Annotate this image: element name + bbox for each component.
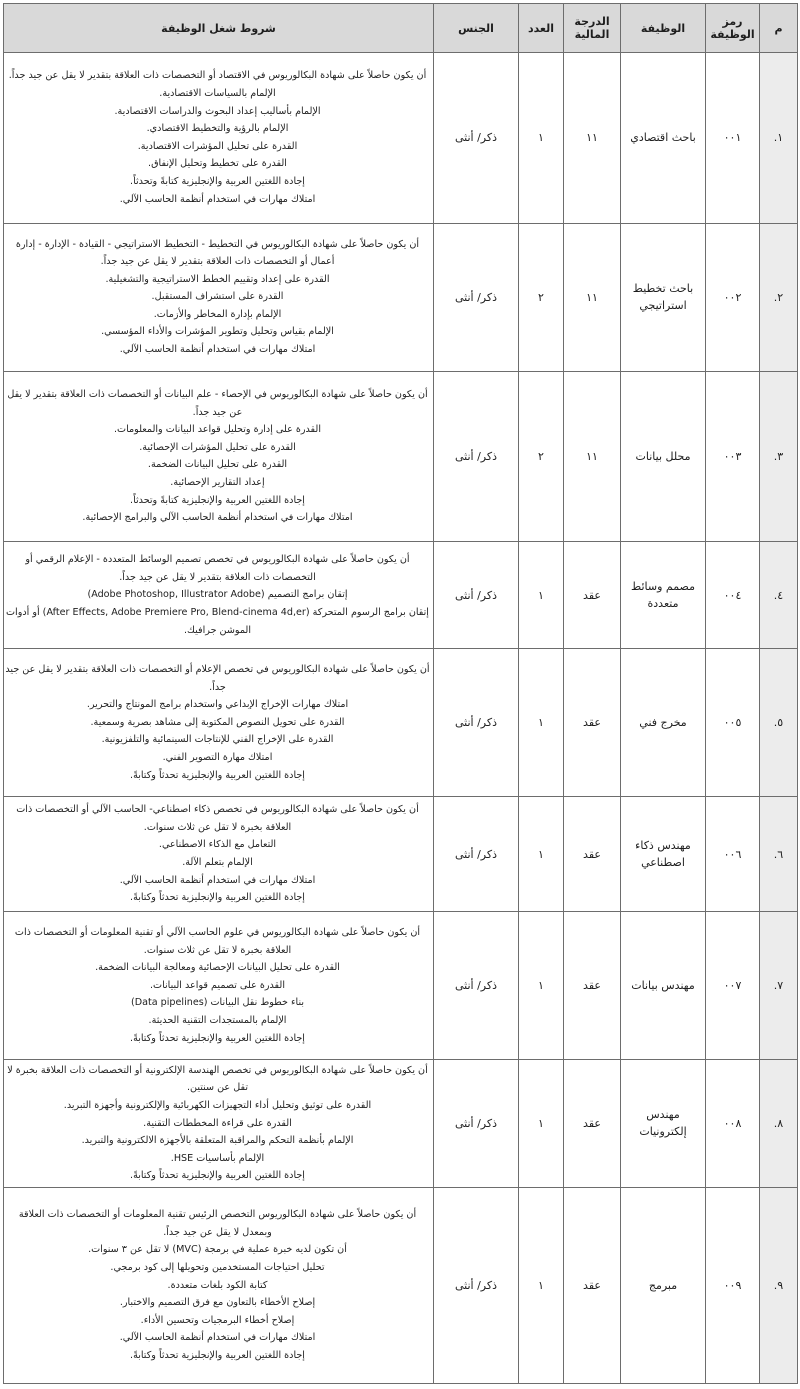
- condition-item: الإلمام بالمستجدات التقنية الحديثة. -: [4, 1012, 433, 1030]
- condition-item: القدرة على تحليل المؤشرات الإحصائية. -: [4, 439, 433, 457]
- condition-item: القدرة على إدارة وتحليل قواعد البيانات والمعلومات. -: [4, 421, 433, 439]
- condition-item: القدرة على تصميم قواعد البيانات. -: [4, 977, 433, 995]
- job-code: ٠٠٨: [706, 1060, 760, 1188]
- positions-count: ١: [519, 542, 564, 649]
- job-conditions: [4, 371, 434, 542]
- condition-item: الإلمام بالسياسات الاقتصادية. -: [4, 85, 433, 103]
- condition-item: القدرة على تحليل البيانات الإحصائية ومعالجة البيانات الضخمة. -: [4, 959, 433, 977]
- job-code: ٠٠٦: [706, 797, 760, 912]
- condition-item: أن يكون حاصلاً على شهادة البكالوريوس في تخصص ذكاء اصطناعي- الحاسب الآلي أو التخصصات ذات العلاقة بخبرة لا تقل عن ثلاث سنوات. -: [4, 801, 433, 836]
- condition-item: القدرة على تحويل النصوص المكتوبة إلى مشاهد بصرية وسمعية. -: [4, 714, 433, 732]
- condition-item: القدرة على توثيق وتحليل أداء التجهيزات الكهربائية والإلكترونية وأجهزة التبريد. -: [4, 1097, 433, 1115]
- job-code: ٠٠١: [706, 53, 760, 224]
- header-role: الوظيفة: [621, 4, 706, 53]
- row-number: ٢.: [760, 223, 798, 371]
- gender: ذكر/ أنثى: [434, 912, 519, 1060]
- condition-item: الإلمام بتعلم الآلة. -: [4, 854, 433, 872]
- header-code: رمز الوظيفة: [706, 4, 760, 53]
- condition-item: القدرة على تحليل المؤشرات الاقتصادية. -: [4, 138, 433, 156]
- job-conditions: [4, 797, 434, 912]
- job-title: مهندس ذكاء اصطناعي: [621, 797, 706, 912]
- condition-item: امتلاك مهارات الإخراج الإبداعي واستخدام برامج المونتاج والتحرير. -: [4, 696, 433, 714]
- conditions-list: [4, 661, 433, 784]
- salary-grade: ١١: [564, 53, 621, 224]
- salary-grade: عقد: [564, 797, 621, 912]
- salary-grade: ١١: [564, 223, 621, 371]
- gender: ذكر/ أنثى: [434, 1187, 519, 1383]
- job-code: ٠٠٣: [706, 371, 760, 542]
- job-code: ٠٠٩: [706, 1187, 760, 1383]
- condition-item: إتقان برامج التصميم (Adobe Photoshop, Illustrator Adobe) -: [4, 586, 433, 604]
- condition-item: أن تكون لديه خبرة عملية في برمجة (MVC) لا تقل عن ٣ سنوات. -: [4, 1241, 433, 1259]
- conditions-list: [4, 924, 433, 1047]
- condition-item: امتلاك مهارات في استخدام أنظمة الحاسب الآلي. -: [4, 191, 433, 209]
- condition-item: الإلمام بأساسيات HSE. -: [4, 1150, 433, 1168]
- positions-count: ١: [519, 797, 564, 912]
- positions-count: ٢: [519, 371, 564, 542]
- gender: ذكر/ أنثى: [434, 542, 519, 649]
- condition-item: إجادة اللغتين العربية والإنجليزية كتابةً وتحدثاً. -: [4, 492, 433, 510]
- condition-item: إجادة اللغتين العربية والإنجليزية تحدثاً وكتابةً. -: [4, 767, 433, 785]
- condition-item: امتلاك مهارات في استخدام أنظمة الحاسب الآلي والبرامج الإحصائية. -: [4, 509, 433, 527]
- condition-item: أن يكون حاصلاً على شهادة البكالوريوس في تخصص الهندسة الإلكترونية أو التخصصات ذات العلاقة بخبرة لا تقل عن سنتين. -: [4, 1062, 433, 1097]
- condition-item: أن يكون حاصلاً على شهادة البكالوريوس في تخصص الإعلام أو التخصصات ذات العلاقة بتقدير لا يقل عن جيد جداً. -: [4, 661, 433, 696]
- condition-item: الإلمام بأساليب إعداد البحوث والدراسات الاقتصادية. -: [4, 103, 433, 121]
- condition-item: أن يكون حاصلاً على شهادة البكالوريوس في التخطيط - التخطيط الاستراتيجي - القيادة - الإدارة - إدارة أعمال أو التخصصات ذات العلاقة بتقدير لا يقل عن جيد جداً. -: [4, 236, 433, 271]
- row-number: ٨.: [760, 1060, 798, 1188]
- conditions-list: [4, 386, 433, 527]
- condition-item: القدرة على إعداد وتقييم الخطط الاستراتيجية والتشغيلية. -: [4, 271, 433, 289]
- table-row: [4, 1187, 798, 1383]
- table-header-row: [4, 4, 798, 53]
- conditions-list: [4, 1062, 433, 1185]
- header-grade: الدرجة المالية: [564, 4, 621, 53]
- job-title: مصمم وسائط متعددة: [621, 542, 706, 649]
- condition-item: إتقان برامج الرسوم المتحركة (After Effects, Adobe Premiere Pro, Blend-cinema 4d,er) أو أدوات الموشن جرافيك. -: [4, 604, 433, 639]
- positions-count: ٢: [519, 223, 564, 371]
- jobs-table: [3, 3, 798, 1384]
- condition-item: أن يكون حاصلاً على شهادة البكالوريوس في الإحصاء - علم البيانات أو التخصصات ذات العلاقة بتقدير لا يقل عن جيد جداً. -: [4, 386, 433, 421]
- condition-item: أن يكون حاصلاً على شهادة البكالوريوس في الاقتصاد أو التخصصات ذات العلاقة بتقدير لا يقل عن جيد جداً. -: [4, 67, 433, 85]
- condition-item: القدرة على قراءة المخططات التقنية. -: [4, 1115, 433, 1133]
- job-title: محلل بيانات: [621, 371, 706, 542]
- condition-item: كتابة الكود بلغات متعددة. -: [4, 1277, 433, 1295]
- conditions-list: [4, 67, 433, 208]
- job-title: مهندس إلكترونيات: [621, 1060, 706, 1188]
- salary-grade: عقد: [564, 912, 621, 1060]
- job-conditions: [4, 223, 434, 371]
- positions-count: ١: [519, 912, 564, 1060]
- condition-item: الإلمام بقياس وتحليل وتطوير المؤشرات والأداء المؤسسي. -: [4, 323, 433, 341]
- job-conditions: [4, 1060, 434, 1188]
- positions-count: ١: [519, 53, 564, 224]
- condition-item: إعداد التقارير الإحصائية. -: [4, 474, 433, 492]
- condition-item: امتلاك مهارات في استخدام أنظمة الحاسب الآلي. -: [4, 872, 433, 890]
- row-number: ٥.: [760, 649, 798, 797]
- condition-item: إصلاح أخطاء البرمجيات وتحسين الأداء. -: [4, 1312, 433, 1330]
- job-title: باحث تخطيط استراتيجي: [621, 223, 706, 371]
- gender: ذكر/ أنثى: [434, 53, 519, 224]
- header-count: العدد: [519, 4, 564, 53]
- condition-item: إجادة اللغتين العربية والإنجليزية تحدثاً وكتابةً. -: [4, 1167, 433, 1185]
- conditions-list: [4, 236, 433, 359]
- condition-item: القدرة على تحليل البيانات الضخمة. -: [4, 456, 433, 474]
- gender: ذكر/ أنثى: [434, 649, 519, 797]
- row-number: ٩.: [760, 1187, 798, 1383]
- job-code: ٠٠٤: [706, 542, 760, 649]
- condition-item: أن يكون حاصلاً على شهادة البكالوريوس التخصص الرئيس تقنية المعلومات أو التخصصات ذات العلاقة وبمعدل لا يقل عن جيد جداً. -: [4, 1206, 433, 1241]
- salary-grade: عقد: [564, 542, 621, 649]
- job-conditions: [4, 53, 434, 224]
- condition-item: بناء خطوط نقل البيانات (Data pipelines) -: [4, 994, 433, 1012]
- condition-item: القدرة على الإخراج الفني للإنتاجات السينمائية والتلفزيونية. -: [4, 731, 433, 749]
- job-code: ٠٠٢: [706, 223, 760, 371]
- job-conditions: [4, 649, 434, 797]
- condition-item: أن يكون حاصلاً على شهادة البكالوريوس في علوم الحاسب الآلي أو تقنية المعلومات أو التخصصات ذات العلاقة بخبرة لا تقل عن ثلاث سنوات. -: [4, 924, 433, 959]
- job-conditions: [4, 1187, 434, 1383]
- header-gender: الجنس: [434, 4, 519, 53]
- table-row: [4, 371, 798, 542]
- salary-grade: عقد: [564, 649, 621, 797]
- condition-item: إجادة اللغتين العربية والإنجليزية تحدثاً وكتابةً. -: [4, 1030, 433, 1048]
- condition-item: القدرة على استشراف المستقبل. -: [4, 288, 433, 306]
- job-title: مهندس بيانات: [621, 912, 706, 1060]
- positions-count: ١: [519, 649, 564, 797]
- conditions-list: [4, 1206, 433, 1364]
- condition-item: تحليل احتياجات المستخدمين وتحويلها إلى كود برمجي. -: [4, 1259, 433, 1277]
- condition-item: الإلمام بالرؤية والتخطيط الاقتصادي. -: [4, 120, 433, 138]
- condition-item: امتلاك مهارات في استخدام أنظمة الحاسب الآلي. -: [4, 341, 433, 359]
- row-number: ٧.: [760, 912, 798, 1060]
- job-title: باحث اقتصادي: [621, 53, 706, 224]
- table-row: [4, 53, 798, 224]
- condition-item: إجادة اللغتين العربية والإنجليزية تحدثاً وكتابةً. -: [4, 1347, 433, 1365]
- job-code: ٠٠٥: [706, 649, 760, 797]
- row-number: ٤.: [760, 542, 798, 649]
- condition-item: امتلاك مهارة التصوير الفني. -: [4, 749, 433, 767]
- job-title: مخرج فني: [621, 649, 706, 797]
- row-number: ٣.: [760, 371, 798, 542]
- job-code: ٠٠٧: [706, 912, 760, 1060]
- table-row: [4, 223, 798, 371]
- gender: ذكر/ أنثى: [434, 797, 519, 912]
- gender: ذكر/ أنثى: [434, 1060, 519, 1188]
- positions-count: ١: [519, 1187, 564, 1383]
- header-conditions: شروط شغل الوظيفة: [4, 4, 434, 53]
- table-row: [4, 797, 798, 912]
- table-row: [4, 1060, 798, 1188]
- job-title: مبرمج: [621, 1187, 706, 1383]
- positions-count: ١: [519, 1060, 564, 1188]
- salary-grade: عقد: [564, 1187, 621, 1383]
- condition-item: امتلاك مهارات في استخدام أنظمة الحاسب الآلي. -: [4, 1329, 433, 1347]
- condition-item: التعامل مع الذكاء الاصطناعي. -: [4, 836, 433, 854]
- table-row: [4, 649, 798, 797]
- job-conditions: [4, 912, 434, 1060]
- condition-item: الإلمام بإدارة المخاطر والأزمات. -: [4, 306, 433, 324]
- condition-item: إجادة اللغتين العربية والإنجليزية كتابةً وتحدثاً. -: [4, 173, 433, 191]
- table-row: [4, 912, 798, 1060]
- salary-grade: عقد: [564, 1060, 621, 1188]
- row-number: ١.: [760, 53, 798, 224]
- condition-item: إجادة اللغتين العربية والإنجليزية تحدثاً وكتابةً. -: [4, 889, 433, 907]
- table-row: [4, 542, 798, 649]
- gender: ذكر/ أنثى: [434, 223, 519, 371]
- condition-item: الإلمام بأنظمة التحكم والمراقبة المتعلقة بالأجهزة الالكترونية والتبريد. -: [4, 1132, 433, 1150]
- condition-item: إصلاح الأخطاء بالتعاون مع فرق التصميم والاختبار. -: [4, 1294, 433, 1312]
- job-conditions: [4, 542, 434, 649]
- row-number: ٦.: [760, 797, 798, 912]
- condition-item: أن يكون حاصلاً على شهادة البكالوريوس في تخصص تصميم الوسائط المتعددة - الإعلام الرقمي أو التخصصات ذات العلاقة بتقدير لا يقل عن جيد جداً. -: [4, 551, 433, 586]
- condition-item: القدرة على تخطيط وتحليل الإنفاق. -: [4, 155, 433, 173]
- conditions-list: [4, 551, 433, 639]
- salary-grade: ١١: [564, 371, 621, 542]
- gender: ذكر/ أنثى: [434, 371, 519, 542]
- conditions-list: [4, 801, 433, 907]
- header-m: م: [760, 4, 798, 53]
- table-body: [4, 53, 798, 1384]
